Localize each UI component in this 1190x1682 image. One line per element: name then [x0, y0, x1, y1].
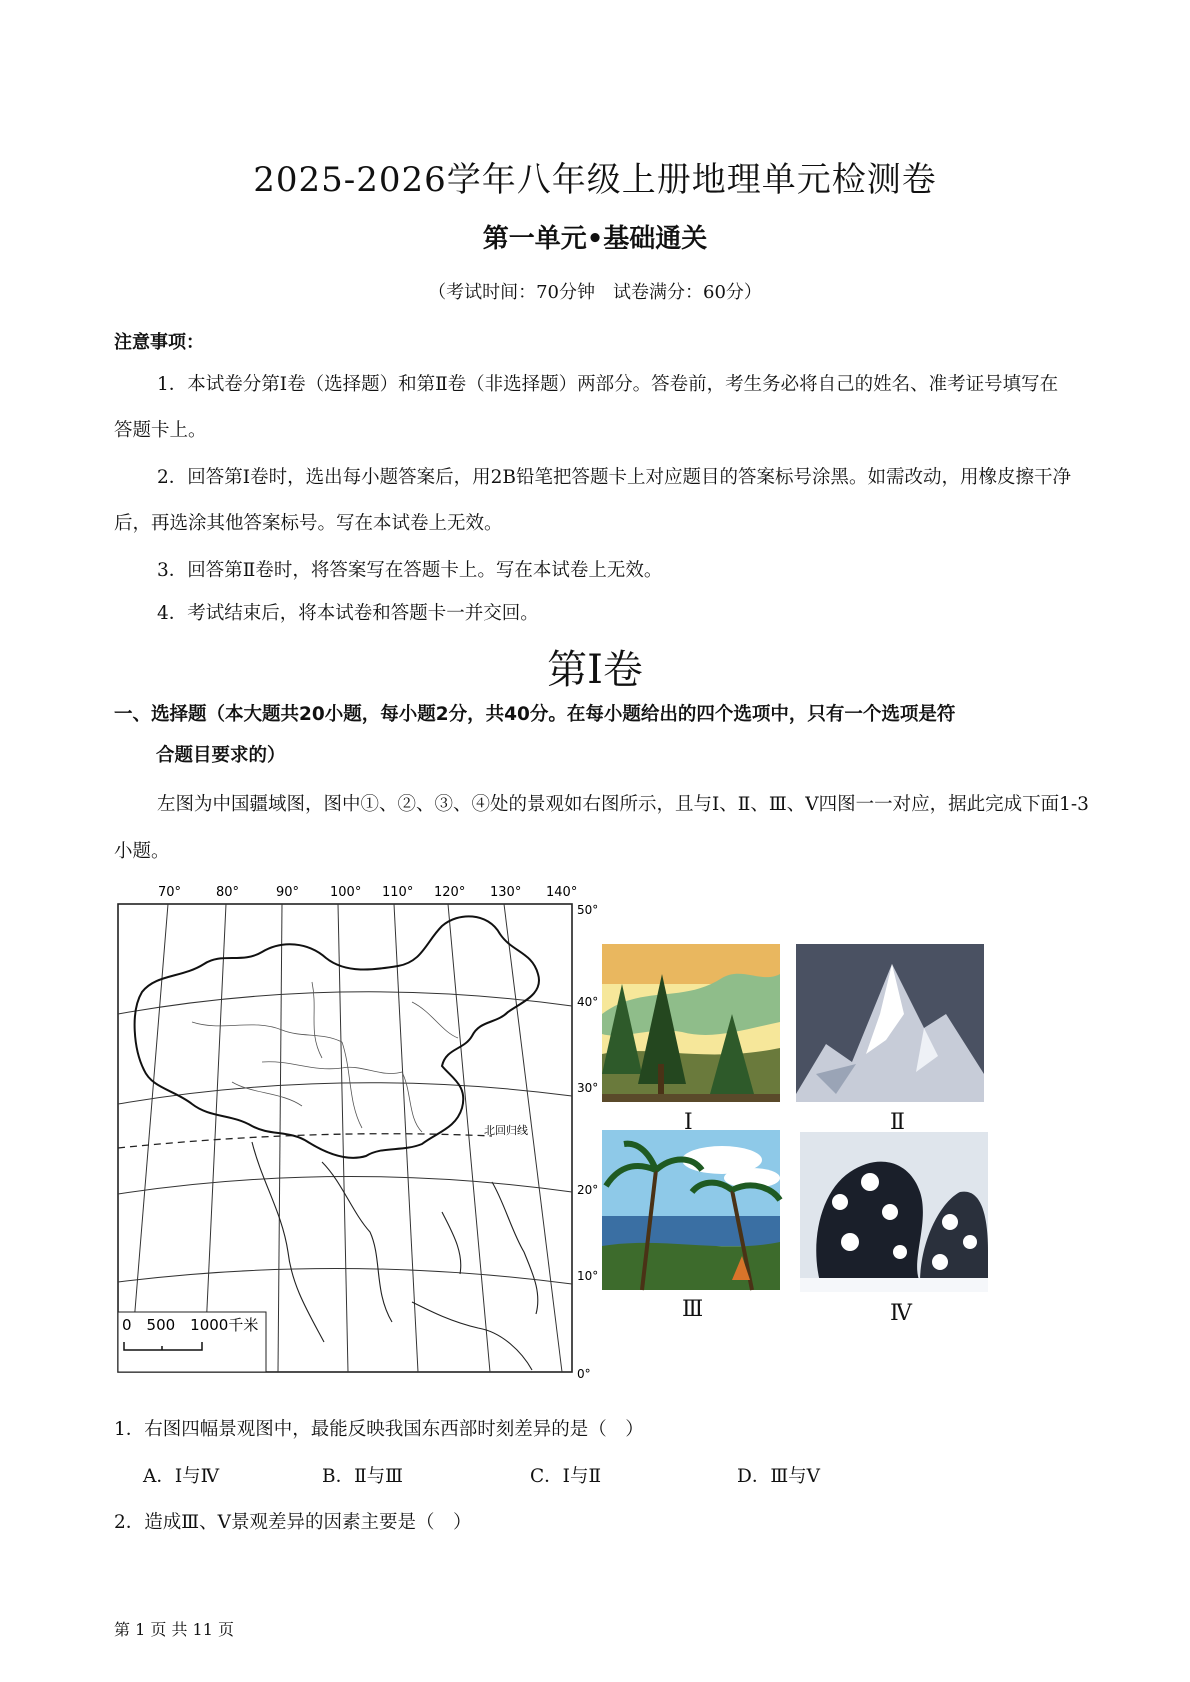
- notice-item: 1．本试卷分第Ⅰ卷（选择题）和第Ⅱ卷（非选择题）两部分。答卷前，考生务必将自己的姓名、准考证号填写在答题卡上。: [114, 374, 1059, 441]
- scale-bar: [118, 1312, 266, 1372]
- latitude-label: 0°: [577, 1367, 591, 1381]
- question-1-option-b: B．Ⅱ与Ⅲ: [322, 1466, 404, 1487]
- longitude-label: 100°: [330, 885, 362, 900]
- notice-heading: 注意事项：: [114, 332, 204, 353]
- question-1-option-d: D．Ⅲ与Ⅴ: [737, 1466, 821, 1487]
- page-title: 2025-2026学年八年级上册地理单元检测卷: [253, 160, 937, 200]
- latitude-label: 10°: [577, 1269, 599, 1283]
- longitude-label: 140°: [546, 885, 578, 900]
- landscape-label-iv: Ⅳ: [890, 1301, 912, 1326]
- latitude-label: 20°: [577, 1183, 599, 1197]
- notice-item: 3．回答第Ⅱ卷时，将答案写在答题卡上。写在本试卷上无效。: [157, 560, 663, 581]
- landscape-image-iii-tropical-palms: [602, 1130, 780, 1290]
- question-1-option-a: A．Ⅰ与Ⅳ: [143, 1466, 220, 1487]
- section-title: 第Ⅰ卷: [547, 647, 643, 693]
- question-1-option-c: C．Ⅰ与Ⅱ: [530, 1466, 602, 1487]
- longitude-label: 130°: [490, 885, 522, 900]
- longitude-label: 70°: [158, 885, 182, 900]
- landscape-image-iv-snowy-forest: [800, 1132, 988, 1292]
- longitude-label: 120°: [434, 885, 466, 900]
- longitude-label: 80°: [216, 885, 240, 900]
- notice-item: 2．回答第Ⅰ卷时，选出每小题答案后，用2B铅笔把答题卡上对应题目的答案标号涂黑。如需改动，用橡皮擦干净后，再选涂其他答案标号。写在本试卷上无效。: [114, 467, 1071, 534]
- landscape-label-ii: Ⅱ: [890, 1110, 905, 1135]
- intro-text: 左图为中国疆域图，图中①、②、③、④处的景观如右图所示，且与Ⅰ、Ⅱ、Ⅲ、Ⅴ四图一一对应，据此完成下面1-3小题。: [114, 794, 1089, 862]
- exam-info: （考试时间：70分钟 试卷满分：60分）: [428, 282, 762, 303]
- question-2: 2．造成Ⅲ、Ⅴ景观差异的因素主要是（ ）: [114, 1512, 472, 1533]
- china-territory-map: [112, 882, 599, 1387]
- page-subtitle: 第一单元•基础通关: [482, 224, 708, 254]
- landscape-label-iii: Ⅲ: [682, 1297, 704, 1322]
- section-one-heading: [114, 694, 1089, 776]
- longitude-label: 90°: [276, 885, 300, 900]
- question-1: 1．右图四幅景观图中，最能反映我国东西部时刻差异的是（ ）: [114, 1419, 644, 1440]
- latitude-label: 30°: [577, 1081, 599, 1095]
- section-one-line1: 一、选择题（本大题共20小题，每小题2分，共40分。在每小题给出的四个选项中，只有一个选项是符: [114, 704, 956, 725]
- notice-item: 4．考试结束后，将本试卷和答题卡一并交回。: [157, 603, 539, 624]
- scale-label: 0 500 1000千米: [122, 1316, 259, 1334]
- longitude-label: 110°: [382, 885, 414, 900]
- tropic-label: 北回归线: [484, 1124, 528, 1137]
- landscape-image-i-forest: [602, 944, 780, 1102]
- landscape-label-i: Ⅰ: [684, 1110, 693, 1135]
- latitude-label: 40°: [577, 995, 599, 1009]
- page-footer: 第 1 页 共 11 页: [114, 1620, 234, 1639]
- section-one-line2: 合题目要求的）: [156, 745, 286, 766]
- latitude-label: 50°: [577, 903, 599, 917]
- map-frame: [118, 904, 572, 1372]
- landscape-image-ii-snow-mountain: [796, 944, 984, 1102]
